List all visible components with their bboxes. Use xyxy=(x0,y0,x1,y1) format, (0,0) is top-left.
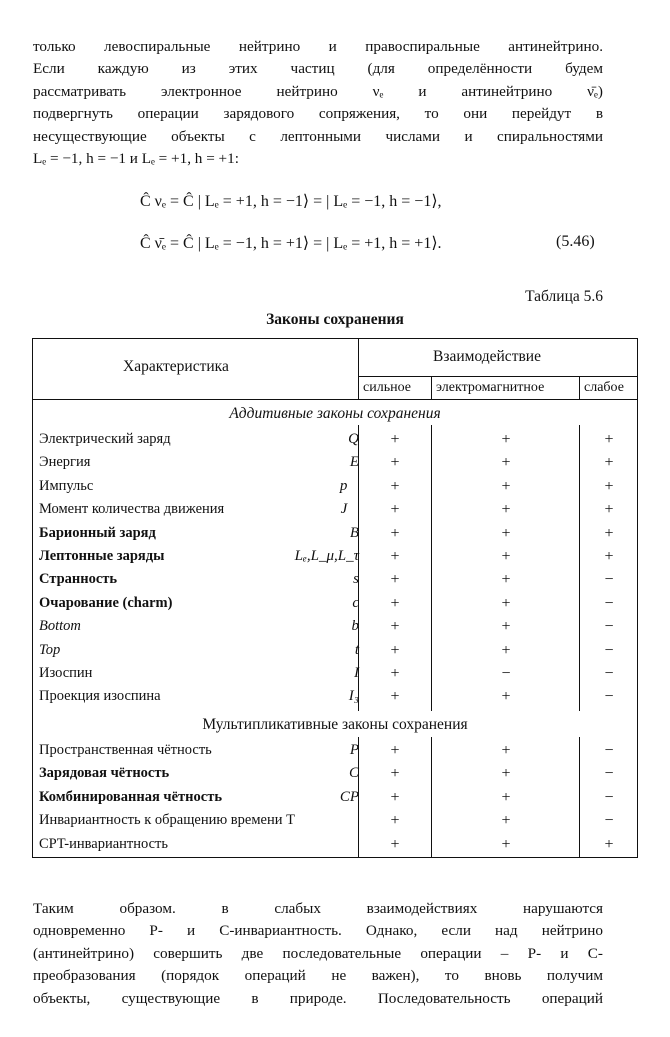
row-name: Импульс xyxy=(39,477,94,494)
equation-1: Ĉ νₑ = Ĉ | Lₑ = +1, h = −1⟩ = | Lₑ = −1, h = −1⟩, xyxy=(140,193,442,210)
cell-weak: − xyxy=(604,742,614,759)
table-row xyxy=(33,595,637,618)
row-name: Комбинированная чётность xyxy=(39,788,222,805)
cell-em: + xyxy=(501,524,511,542)
row-symbol: I₃ xyxy=(348,688,359,705)
row-name: Странность xyxy=(39,571,118,588)
cell-em: + xyxy=(501,835,511,853)
cell-em: + xyxy=(501,688,511,706)
intro-line: рассматривать электронное нейтрино νₑ и антинейтрино ν̄ₑ) xyxy=(33,82,603,100)
table-title: Законы сохранения xyxy=(266,311,404,328)
intro-line: Если каждую из этих частиц (для определённости будем xyxy=(33,60,603,78)
cell-weak: − xyxy=(604,812,614,830)
table-row xyxy=(33,742,637,765)
cell-weak: − xyxy=(604,665,614,682)
row-name: Лептонные заряды xyxy=(39,548,165,564)
cell-weak: + xyxy=(604,548,614,565)
table-row xyxy=(33,525,637,548)
outro-line: Таким образом. в слабых взаимодействиях нарушаются xyxy=(33,900,603,917)
intro-line: Lₑ = −1, h = −1 и Lₑ = +1, h = +1: xyxy=(33,149,239,167)
header-subdivider xyxy=(358,376,637,377)
table-row xyxy=(33,571,637,594)
outro-line: (антинейтрино) совершить две последовательные операции – P- и C- xyxy=(33,944,603,962)
table-row xyxy=(33,501,637,524)
row-name: Электрический заряд xyxy=(39,431,171,447)
table-row xyxy=(33,431,637,454)
cell-strong: + xyxy=(390,641,400,659)
cell-weak: + xyxy=(604,454,614,472)
cell-weak: − xyxy=(604,641,614,659)
row-name: Инвариантность к обращению времени T xyxy=(39,812,295,829)
row-name: Энергия xyxy=(39,454,91,471)
row-symbol: b xyxy=(351,618,359,635)
cell-strong: + xyxy=(390,431,400,448)
equation-number: (5.46) xyxy=(556,233,595,250)
table-row xyxy=(33,454,637,477)
header-col-weak: слабое xyxy=(584,380,624,395)
row-symbol: P xyxy=(349,742,359,758)
table-row xyxy=(33,688,637,711)
cell-strong: + xyxy=(390,501,400,519)
table-row xyxy=(33,478,637,501)
conservation-laws-table xyxy=(32,338,638,858)
cell-strong: + xyxy=(390,812,400,830)
cell-strong: + xyxy=(390,594,400,612)
row-name: Проекция изоспина xyxy=(39,688,161,705)
cell-strong: + xyxy=(390,742,400,759)
cell-weak: − xyxy=(604,788,614,806)
section-multiplicative: Мультипликативные законы сохранения xyxy=(202,716,468,733)
row-symbol: B xyxy=(349,524,359,541)
header-bottom-line xyxy=(33,399,637,400)
row-name: Момент количества движения xyxy=(39,501,225,518)
row-symbol: C xyxy=(348,765,359,782)
cell-em: + xyxy=(501,477,511,495)
cell-weak: + xyxy=(604,501,614,519)
header-divider-vertical xyxy=(358,339,359,400)
table-number: Таблица 5.6 xyxy=(525,288,603,305)
cell-strong: + xyxy=(390,788,400,806)
outro-line: одновременно P- и C-инвариантность. Однако, если над нейтрино xyxy=(33,922,603,940)
header-interaction: Взаимодействие xyxy=(433,348,541,365)
cell-weak: − xyxy=(604,688,614,706)
row-symbol: p⃗ xyxy=(339,477,359,494)
intro-line: только левоспиральные нейтрино и правоспиральные антинейтрино. xyxy=(33,38,603,55)
row-name: Барионный заряд xyxy=(39,524,156,541)
cell-strong: + xyxy=(390,548,400,565)
cell-weak: + xyxy=(604,835,614,853)
cell-strong: + xyxy=(390,618,400,636)
cell-strong: + xyxy=(390,477,400,495)
table-row xyxy=(33,789,637,812)
table-row xyxy=(33,618,637,641)
header-col-divider xyxy=(431,376,432,400)
table-row xyxy=(33,665,637,688)
cell-strong: + xyxy=(390,524,400,542)
cell-strong: + xyxy=(390,835,400,853)
row-symbol: CP xyxy=(339,788,359,805)
row-name: Пространственная чётность xyxy=(39,742,212,758)
row-symbol: s xyxy=(353,571,359,588)
header-col-strong: сильное xyxy=(363,380,411,395)
equation-2: Ĉ ν̄ₑ = Ĉ | Lₑ = −1, h = +1⟩ = | Lₑ = +1, h = +1⟩. xyxy=(140,235,442,252)
table-row xyxy=(33,548,637,571)
cell-em: + xyxy=(501,501,511,519)
header-col-em: электромагнитное xyxy=(436,380,545,395)
table-row xyxy=(33,642,637,665)
cell-em: + xyxy=(501,431,511,448)
row-symbol: E xyxy=(349,454,359,471)
cell-strong: + xyxy=(390,454,400,472)
row-name: Очарование (charm) xyxy=(39,594,173,611)
row-symbol: Lₑ,L_μ,L_τ xyxy=(294,548,359,564)
outro-line: преобразования (порядок операций не важен), то вновь получим xyxy=(33,967,603,985)
row-symbol: t xyxy=(354,641,359,658)
cell-weak: − xyxy=(604,765,614,783)
cell-em: + xyxy=(501,765,511,783)
row-name: CPT-инвариантность xyxy=(39,835,168,852)
row-name: Bottom xyxy=(39,618,81,635)
cell-em: + xyxy=(501,594,511,612)
cell-em: + xyxy=(501,641,511,659)
cell-em: − xyxy=(501,665,511,682)
cell-em: + xyxy=(501,571,511,589)
outro-line: объекты, существующие в природе. Последовательность операций xyxy=(33,989,603,1007)
header-col-divider xyxy=(579,376,580,400)
table-row xyxy=(33,812,637,835)
cell-strong: + xyxy=(390,765,400,783)
cell-em: + xyxy=(501,618,511,636)
cell-weak: − xyxy=(604,571,614,589)
row-symbol: c xyxy=(352,594,359,611)
table-row xyxy=(33,765,637,788)
cell-strong: + xyxy=(390,665,400,682)
cell-em: + xyxy=(501,742,511,759)
cell-em: + xyxy=(501,812,511,830)
cell-strong: + xyxy=(390,688,400,706)
row-symbol: J⃗ xyxy=(340,501,359,518)
section-additive: Аддитивные законы сохранения xyxy=(229,405,441,422)
row-name: Изоспин xyxy=(39,665,93,681)
cell-weak: + xyxy=(604,431,614,448)
cell-weak: + xyxy=(604,477,614,495)
cell-strong: + xyxy=(390,571,400,589)
table-row xyxy=(33,836,637,859)
cell-em: + xyxy=(501,788,511,806)
row-symbol: I xyxy=(354,665,359,681)
intro-paragraph xyxy=(33,36,603,170)
cell-em: + xyxy=(501,454,511,472)
cell-weak: − xyxy=(604,594,614,612)
header-characteristic: Характеристика xyxy=(123,358,229,375)
cell-weak: + xyxy=(604,524,614,542)
row-name: Top xyxy=(39,641,61,658)
row-name: Зарядовая чётность xyxy=(39,765,170,782)
intro-line: несуществующие объекты с лептонными числами и спиральностями xyxy=(33,127,603,145)
row-symbol: Q xyxy=(348,431,359,447)
cell-em: + xyxy=(501,548,511,565)
cell-weak: − xyxy=(604,618,614,636)
outro-paragraph xyxy=(33,898,603,1010)
intro-line: подвергнуть операции зарядового сопряжения, то они перейдут в xyxy=(33,105,603,123)
